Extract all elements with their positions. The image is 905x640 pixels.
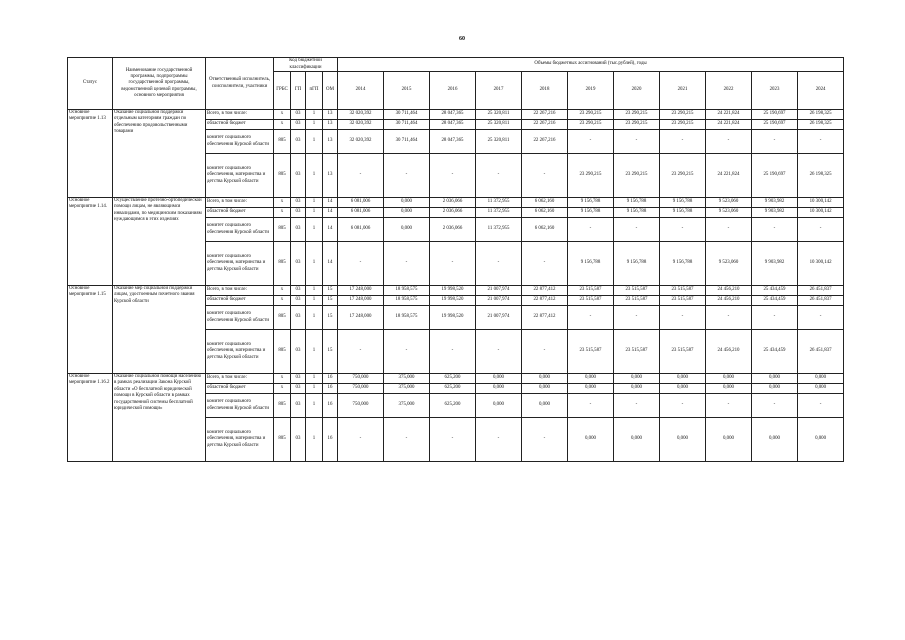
code-cell: 1 (306, 120, 323, 130)
header-year: 2021 (660, 72, 706, 110)
code-cell: х (274, 286, 291, 296)
header-year: 2023 (752, 72, 798, 110)
value-cell: 10 300,142 (798, 198, 844, 208)
value-cell: 21 007,974 (476, 286, 522, 296)
code-cell: х (274, 374, 291, 384)
code-cell: х (274, 198, 291, 208)
header-year: 2020 (614, 72, 660, 110)
group-status: Основное мероприятие 1.15 (68, 286, 113, 374)
value-cell: - (338, 242, 384, 286)
code-cell: 13 (323, 110, 338, 120)
executor-cell: областной бюджет (206, 120, 274, 130)
value-cell: 19 998,520 (430, 306, 476, 330)
code-cell: 1 (306, 418, 323, 462)
value-cell: 26 198,325 (798, 120, 844, 130)
value-cell: 11 372,955 (476, 218, 522, 242)
value-cell: 23 290,215 (614, 110, 660, 120)
value-cell: 23 290,215 (660, 154, 706, 198)
value-cell: 9 156,788 (660, 242, 706, 286)
code-cell: 16 (323, 394, 338, 418)
code-cell: 1 (306, 374, 323, 384)
value-cell: 22 877,412 (522, 286, 568, 296)
code-cell: 13 (323, 120, 338, 130)
header-name: Наименование государственной программы, подпрограммы государственной программы, ведомственной целевой программы, основного мероприятия (113, 58, 206, 110)
value-cell: 9 523,060 (706, 242, 752, 286)
code-cell: 805 (274, 154, 291, 198)
value-cell: - (430, 330, 476, 374)
value-cell: 0,000 (798, 384, 844, 394)
value-cell: 25 434,459 (752, 296, 798, 306)
value-cell: 23 515,587 (568, 296, 614, 306)
value-cell: 23 515,587 (614, 296, 660, 306)
value-cell: 28 047,365 (430, 110, 476, 120)
group-name: Оказание мер социальной поддержки лицам, удостоенным почетного звания Курской области (113, 286, 206, 374)
code-cell: 16 (323, 418, 338, 462)
executor-cell: комитет социального обеспечения, материнства и детства Курской области (206, 330, 274, 374)
value-cell: - (614, 394, 660, 418)
value-cell: 17 248,000 (338, 296, 384, 306)
value-cell: 23 515,587 (614, 330, 660, 374)
value-cell: 0,000 (476, 384, 522, 394)
value-cell: 17 248,000 (338, 286, 384, 296)
header-year: 2022 (706, 72, 752, 110)
code-cell: 1 (306, 296, 323, 306)
header-volumes: Объемы бюджетных ассигнований (тыс.рублей), годы (338, 58, 844, 72)
value-cell: 19 998,520 (430, 296, 476, 306)
value-cell: - (660, 306, 706, 330)
value-cell: - (568, 306, 614, 330)
value-cell: 0,000 (384, 208, 430, 218)
value-cell: 0,000 (614, 374, 660, 384)
value-cell: 6 062,160 (522, 208, 568, 218)
value-cell: - (706, 306, 752, 330)
value-cell: - (660, 130, 706, 154)
value-cell: 17 248,000 (338, 306, 384, 330)
value-cell: 0,000 (752, 374, 798, 384)
header-code-group: Код бюджетной классификации (274, 58, 338, 72)
value-cell: - (798, 394, 844, 418)
value-cell: - (476, 154, 522, 198)
code-cell: 805 (274, 306, 291, 330)
value-cell: - (752, 130, 798, 154)
page-number: 60 (459, 36, 465, 42)
value-cell: 23 515,587 (660, 330, 706, 374)
value-cell: 22 267,216 (522, 110, 568, 120)
value-cell: 26 198,325 (798, 110, 844, 120)
group-status: Основное мероприятие 1.14. (68, 198, 113, 286)
value-cell: - (614, 306, 660, 330)
value-cell: 0,000 (660, 374, 706, 384)
value-cell: 10 300,142 (798, 208, 844, 218)
value-cell: 22 267,216 (522, 130, 568, 154)
value-cell: - (338, 154, 384, 198)
code-cell: 14 (323, 198, 338, 208)
header-executor: Ответственный исполнитель, соисполнители, участники (206, 58, 274, 110)
value-cell: 6 081,006 (338, 198, 384, 208)
value-cell: 9 523,060 (706, 198, 752, 208)
value-cell: 24 456,210 (706, 286, 752, 296)
value-cell: - (522, 418, 568, 462)
value-cell: - (798, 218, 844, 242)
value-cell: 9 156,788 (660, 198, 706, 208)
value-cell: 23 290,215 (568, 154, 614, 198)
code-cell: 1 (306, 384, 323, 394)
value-cell: 0,000 (706, 418, 752, 462)
value-cell: 0,000 (522, 394, 568, 418)
header-code-2: пГП (306, 72, 323, 110)
header-year: 2024 (798, 72, 844, 110)
code-cell: 03 (291, 242, 306, 286)
value-cell: 375,000 (384, 374, 430, 384)
executor-cell: комитет социального обеспечения Курской области (206, 306, 274, 330)
value-cell: 25 434,459 (752, 286, 798, 296)
value-cell: 22 877,412 (522, 296, 568, 306)
value-cell: - (384, 154, 430, 198)
value-cell: - (752, 218, 798, 242)
value-cell: 0,000 (660, 384, 706, 394)
value-cell: 11 372,955 (476, 208, 522, 218)
executor-cell: Всего, в том числе: (206, 374, 274, 384)
value-cell: 25 320,811 (476, 130, 522, 154)
value-cell: - (614, 218, 660, 242)
executor-cell: комитет социального обеспечения, материнства и детства Курской области (206, 418, 274, 462)
executor-cell: комитет социального обеспечения, материнства и детства Курской области (206, 242, 274, 286)
code-cell: х (274, 120, 291, 130)
code-cell: 03 (291, 374, 306, 384)
value-cell: 0,000 (706, 374, 752, 384)
value-cell: - (476, 330, 522, 374)
value-cell: 30 711,464 (384, 130, 430, 154)
code-cell: 16 (323, 384, 338, 394)
value-cell: 9 903,982 (752, 198, 798, 208)
code-cell: 1 (306, 154, 323, 198)
code-cell: 15 (323, 306, 338, 330)
value-cell: 9 523,060 (706, 208, 752, 218)
executor-cell: Всего, в том числе: (206, 110, 274, 120)
code-cell: 805 (274, 394, 291, 418)
value-cell: 0,000 (798, 374, 844, 384)
code-cell: 1 (306, 218, 323, 242)
value-cell: - (706, 394, 752, 418)
code-cell: 805 (274, 330, 291, 374)
value-cell: 25 190,697 (752, 110, 798, 120)
value-cell: 25 190,697 (752, 120, 798, 130)
value-cell: - (338, 418, 384, 462)
code-cell: 03 (291, 154, 306, 198)
value-cell: 0,000 (522, 384, 568, 394)
value-cell: 0,000 (568, 384, 614, 394)
value-cell: - (384, 330, 430, 374)
code-cell: 03 (291, 198, 306, 208)
value-cell: - (568, 130, 614, 154)
code-cell: 805 (274, 218, 291, 242)
value-cell: 23 290,215 (568, 110, 614, 120)
value-cell: 6 081,006 (338, 208, 384, 218)
code-cell: 1 (306, 330, 323, 374)
executor-cell: областной бюджет (206, 296, 274, 306)
executor-cell: областной бюджет (206, 208, 274, 218)
table-row (68, 374, 844, 384)
value-cell: 24 221,824 (706, 120, 752, 130)
code-cell: 03 (291, 384, 306, 394)
value-cell: 22 267,216 (522, 120, 568, 130)
value-cell: 6 081,006 (338, 218, 384, 242)
value-cell: - (660, 218, 706, 242)
code-cell: 03 (291, 306, 306, 330)
executor-cell: Всего, в том числе: (206, 198, 274, 208)
value-cell: 2 036,066 (430, 198, 476, 208)
value-cell: - (430, 418, 476, 462)
value-cell: 750,000 (338, 394, 384, 418)
value-cell: 11 372,955 (476, 198, 522, 208)
value-cell: 25 434,459 (752, 330, 798, 374)
code-cell: 1 (306, 130, 323, 154)
code-cell: 03 (291, 130, 306, 154)
value-cell: 10 300,142 (798, 242, 844, 286)
code-cell: 03 (291, 218, 306, 242)
value-cell: 625,200 (430, 394, 476, 418)
value-cell: 0,000 (614, 418, 660, 462)
code-cell: 03 (291, 208, 306, 218)
value-cell: - (476, 242, 522, 286)
value-cell: 23 515,587 (568, 286, 614, 296)
value-cell: 26 451,837 (798, 296, 844, 306)
value-cell: 18 958,575 (384, 306, 430, 330)
value-cell: 2 036,066 (430, 218, 476, 242)
value-cell: 28 047,365 (430, 120, 476, 130)
value-cell: 0,000 (476, 394, 522, 418)
value-cell: 21 007,974 (476, 306, 522, 330)
value-cell: - (476, 418, 522, 462)
value-cell: - (614, 130, 660, 154)
value-cell: 6 062,160 (522, 198, 568, 208)
header-year: 2015 (384, 72, 430, 110)
value-cell: 21 007,974 (476, 296, 522, 306)
code-cell: х (274, 208, 291, 218)
value-cell: 25 320,811 (476, 110, 522, 120)
value-cell: 9 156,788 (568, 242, 614, 286)
code-cell: 03 (291, 418, 306, 462)
value-cell: 24 456,210 (706, 330, 752, 374)
value-cell: 0,000 (568, 374, 614, 384)
group-name: Осуществление протезно-ортопедической помощи лицам, не являющимся инвалидами, по медицинским показаниям нуждающимся в этих изделиях (113, 198, 206, 286)
code-cell: 16 (323, 374, 338, 384)
header-code-0: ГРБС (274, 72, 291, 110)
value-cell: 32 020,392 (338, 120, 384, 130)
group-name: Оказание социальной помощи населению в рамках реализации Закона Курской области «О бесплатной юридической помощи в Курской области в рамках государственной системы бесплатной юридической помощи» (113, 374, 206, 462)
value-cell: 0,000 (660, 418, 706, 462)
value-cell: 9 903,982 (752, 242, 798, 286)
value-cell: 9 156,788 (660, 208, 706, 218)
header-year: 2017 (476, 72, 522, 110)
value-cell: 0,000 (614, 384, 660, 394)
value-cell: 0,000 (522, 374, 568, 384)
code-cell: 14 (323, 242, 338, 286)
group-status: Основное мероприятие 1.13 (68, 110, 113, 198)
header-year: 2014 (338, 72, 384, 110)
code-cell: 13 (323, 130, 338, 154)
value-cell: - (660, 394, 706, 418)
table-row (68, 286, 844, 296)
code-cell: 805 (274, 242, 291, 286)
code-cell: 1 (306, 198, 323, 208)
value-cell: 625,200 (430, 374, 476, 384)
value-cell: 23 515,587 (568, 330, 614, 374)
value-cell: 24 456,210 (706, 296, 752, 306)
executor-cell: Всего, в том числе: (206, 286, 274, 296)
code-cell: 1 (306, 286, 323, 296)
code-cell: 15 (323, 296, 338, 306)
code-cell: 03 (291, 286, 306, 296)
value-cell: 9 903,982 (752, 208, 798, 218)
code-cell: 1 (306, 306, 323, 330)
header-year: 2016 (430, 72, 476, 110)
executor-cell: комитет социального обеспечения, материнства и детства Курской области (206, 154, 274, 198)
value-cell: - (384, 242, 430, 286)
value-cell: 0,000 (476, 374, 522, 384)
executor-cell: областной бюджет (206, 384, 274, 394)
code-cell: х (274, 384, 291, 394)
executor-cell: комитет социального обеспечения Курской области (206, 394, 274, 418)
value-cell: 26 451,837 (798, 286, 844, 296)
value-cell: - (568, 218, 614, 242)
code-cell: 1 (306, 110, 323, 120)
header-year: 2019 (568, 72, 614, 110)
executor-cell: комитет социального обеспечения Курской области (206, 218, 274, 242)
value-cell: 19 998,520 (430, 286, 476, 296)
value-cell: 23 515,587 (660, 286, 706, 296)
value-cell: 32 020,392 (338, 110, 384, 120)
value-cell: - (798, 130, 844, 154)
value-cell: 23 290,215 (614, 154, 660, 198)
value-cell: 30 711,464 (384, 120, 430, 130)
value-cell: 18 958,575 (384, 296, 430, 306)
code-cell: 15 (323, 286, 338, 296)
group-status: Основное мероприятие 1.16.2 (68, 374, 113, 462)
code-cell: 03 (291, 296, 306, 306)
value-cell: 0,000 (752, 384, 798, 394)
value-cell: 25 190,697 (752, 154, 798, 198)
code-cell: 13 (323, 154, 338, 198)
value-cell: - (522, 330, 568, 374)
value-cell: - (430, 154, 476, 198)
code-cell: х (274, 110, 291, 120)
value-cell: 0,000 (798, 418, 844, 462)
value-cell: - (706, 130, 752, 154)
executor-cell: комитет социального обеспечения Курской области (206, 130, 274, 154)
value-cell: 9 156,788 (614, 242, 660, 286)
value-cell: 22 877,412 (522, 306, 568, 330)
table-row (68, 198, 844, 208)
value-cell: 750,000 (338, 374, 384, 384)
value-cell: 23 290,215 (660, 120, 706, 130)
value-cell: 6 062,160 (522, 218, 568, 242)
code-cell: 14 (323, 218, 338, 242)
value-cell: 0,000 (384, 198, 430, 208)
table-row (68, 110, 844, 120)
value-cell: - (522, 154, 568, 198)
code-cell: 03 (291, 110, 306, 120)
code-cell: 1 (306, 242, 323, 286)
code-cell: х (274, 296, 291, 306)
value-cell: 0,000 (706, 384, 752, 394)
value-cell: 9 156,788 (568, 198, 614, 208)
value-cell: 25 320,811 (476, 120, 522, 130)
value-cell: 30 711,464 (384, 110, 430, 120)
code-cell: 03 (291, 394, 306, 418)
value-cell: 2 036,066 (430, 208, 476, 218)
header-year: 2018 (522, 72, 568, 110)
value-cell: 750,000 (338, 384, 384, 394)
value-cell: 32 020,392 (338, 130, 384, 154)
value-cell: - (430, 242, 476, 286)
value-cell: 9 156,788 (614, 198, 660, 208)
value-cell: 24 221,824 (706, 110, 752, 120)
value-cell: 375,000 (384, 384, 430, 394)
code-cell: 03 (291, 330, 306, 374)
code-cell: 1 (306, 208, 323, 218)
group-name: Оказание социальной поддержки отдельным категориям граждан по обеспечению продовольственными товарами (113, 110, 206, 198)
code-cell: 1 (306, 394, 323, 418)
value-cell: 26 451,837 (798, 330, 844, 374)
value-cell: - (752, 306, 798, 330)
code-cell: 14 (323, 208, 338, 218)
value-cell: 23 290,215 (660, 110, 706, 120)
value-cell: 9 156,788 (568, 208, 614, 218)
value-cell: - (338, 330, 384, 374)
header-status: Статус (68, 58, 113, 110)
value-cell: - (568, 394, 614, 418)
value-cell: - (706, 218, 752, 242)
value-cell: 375,000 (384, 394, 430, 418)
value-cell: 28 047,365 (430, 130, 476, 154)
value-cell: 0,000 (752, 418, 798, 462)
value-cell: - (522, 242, 568, 286)
code-cell: 03 (291, 120, 306, 130)
value-cell: 9 156,788 (614, 208, 660, 218)
value-cell: - (798, 306, 844, 330)
code-cell: 805 (274, 418, 291, 462)
value-cell: - (384, 418, 430, 462)
value-cell: 18 958,575 (384, 286, 430, 296)
value-cell: 23 290,215 (614, 120, 660, 130)
value-cell: 23 290,215 (568, 120, 614, 130)
value-cell: 625,200 (430, 384, 476, 394)
budget-table (67, 57, 844, 462)
value-cell: 0,000 (568, 418, 614, 462)
header-code-1: ГП (291, 72, 306, 110)
code-cell: 15 (323, 330, 338, 374)
value-cell: 24 221,824 (706, 154, 752, 198)
value-cell: - (752, 394, 798, 418)
value-cell: 23 515,587 (660, 296, 706, 306)
code-cell: 805 (274, 130, 291, 154)
value-cell: 23 515,587 (614, 286, 660, 296)
header-code-3: ОМ (323, 72, 338, 110)
value-cell: 0,000 (384, 218, 430, 242)
value-cell: 26 198,325 (798, 154, 844, 198)
